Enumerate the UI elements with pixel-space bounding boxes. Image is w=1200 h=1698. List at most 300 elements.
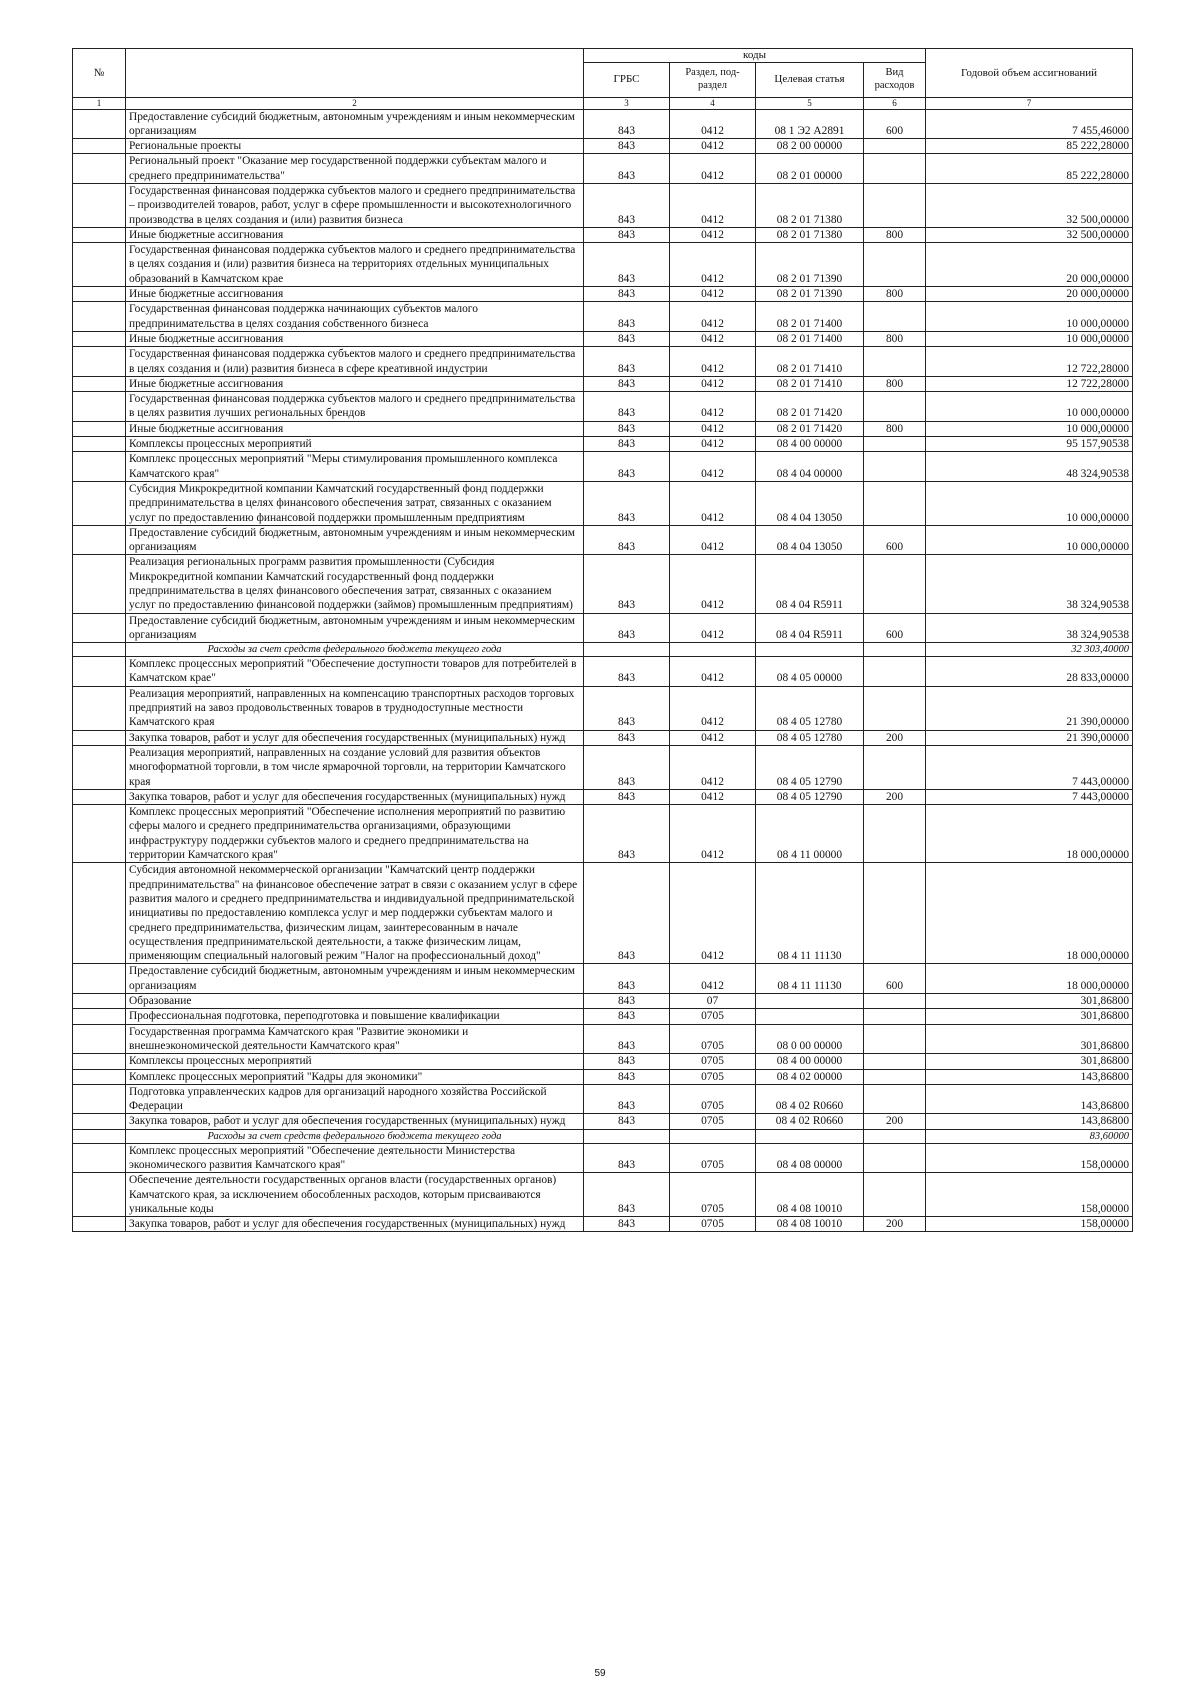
row-number-cell xyxy=(73,154,126,184)
item-name: Закупка товаров, работ и услуг для обеспечения государственных (муниципальных) нужд xyxy=(126,789,584,804)
target-article-code: 08 4 11 11130 xyxy=(756,964,864,994)
expense-type-code xyxy=(864,643,926,657)
target-article-code: 08 4 08 00000 xyxy=(756,1143,864,1173)
expense-type-code xyxy=(864,1024,926,1054)
amount-value: 83,60000 xyxy=(926,1129,1133,1143)
expense-type-code xyxy=(864,452,926,482)
table-row xyxy=(73,243,1133,287)
row-number-cell xyxy=(73,555,126,613)
target-article-code: 08 4 04 R5911 xyxy=(756,555,864,613)
target-article-code: 08 2 01 71420 xyxy=(756,392,864,422)
amount-value: 28 833,00000 xyxy=(926,657,1133,687)
target-article-code: 08 2 01 00000 xyxy=(756,154,864,184)
razdel-code: 0412 xyxy=(670,525,756,555)
item-name: Государственная программа Камчатского края "Развитие экономики и внешнеэкономической деятельности Камчатского края" xyxy=(126,1024,584,1054)
grbs-code: 843 xyxy=(584,481,670,525)
amount-value: 10 000,00000 xyxy=(926,302,1133,332)
razdel-code: 0412 xyxy=(670,452,756,482)
row-number-cell xyxy=(73,1009,126,1024)
table-row xyxy=(73,730,1133,745)
expense-type-code: 600 xyxy=(864,964,926,994)
row-number-cell xyxy=(73,183,126,227)
item-name: Реализация региональных программ развития промышленности (Субсидия Микрокредитной компании Камчатский государственный фонд поддержки предпринимательства в целях финансового обеспечения затрат, связанных с оказанием услуг по предоставлению финансовой поддержки (займов) промышленным предприятиям) xyxy=(126,555,584,613)
expense-type-code xyxy=(864,437,926,452)
target-article-code: 08 2 00 00000 xyxy=(756,139,864,154)
item-name: Иные бюджетные ассигнования xyxy=(126,227,584,242)
razdel-code: 0412 xyxy=(670,302,756,332)
row-number-cell xyxy=(73,421,126,436)
table-row xyxy=(73,452,1133,482)
grbs-code: 843 xyxy=(584,994,670,1009)
column-number: 7 xyxy=(926,97,1133,109)
expense-type-code xyxy=(864,392,926,422)
expense-type-code: 800 xyxy=(864,331,926,346)
item-name: Закупка товаров, работ и услуг для обеспечения государственных (муниципальных) нужд xyxy=(126,1114,584,1129)
row-number-cell xyxy=(73,302,126,332)
amount-value: 7 443,00000 xyxy=(926,745,1133,789)
row-number-cell xyxy=(73,287,126,302)
row-number-cell xyxy=(73,1069,126,1084)
row-number-cell xyxy=(73,805,126,863)
grbs-code: 843 xyxy=(584,1217,670,1232)
razdel-code: 0412 xyxy=(670,331,756,346)
razdel-code: 0412 xyxy=(670,686,756,730)
item-name: Иные бюджетные ассигнования xyxy=(126,287,584,302)
razdel-code: 0412 xyxy=(670,376,756,391)
table-row xyxy=(73,994,1133,1009)
expense-type-code xyxy=(864,1173,926,1217)
razdel-code: 0412 xyxy=(670,437,756,452)
table-row xyxy=(73,555,1133,613)
item-name: Субсидия Микрокредитной компании Камчатский государственный фонд поддержки предпринимательства в целях финансового обеспечения затрат, связанных с оказанием услуг по предоставлению финансовой поддержки промышленным предприятиям xyxy=(126,481,584,525)
amount-value: 10 000,00000 xyxy=(926,392,1133,422)
row-number-cell xyxy=(73,643,126,657)
target-article-code: 08 4 05 00000 xyxy=(756,657,864,687)
expense-type-code xyxy=(864,154,926,184)
target-article-code: 08 4 00 00000 xyxy=(756,1054,864,1069)
expense-type-code: 800 xyxy=(864,421,926,436)
razdel-code: 0705 xyxy=(670,1069,756,1084)
razdel-code: 0412 xyxy=(670,863,756,964)
row-number-cell xyxy=(73,227,126,242)
table-row xyxy=(73,109,1133,139)
amount-value: 32 303,40000 xyxy=(926,643,1133,657)
target-article-code: 08 4 02 00000 xyxy=(756,1069,864,1084)
grbs-code: 843 xyxy=(584,1143,670,1173)
table-row xyxy=(73,686,1133,730)
razdel-code: 0412 xyxy=(670,243,756,287)
item-name: Комплексы процессных мероприятий xyxy=(126,1054,584,1069)
amount-value: 10 000,00000 xyxy=(926,421,1133,436)
amount-value: 21 390,00000 xyxy=(926,730,1133,745)
grbs-code xyxy=(584,1129,670,1143)
amount-value: 18 000,00000 xyxy=(926,964,1133,994)
expense-type-code xyxy=(864,863,926,964)
razdel-code: 0705 xyxy=(670,1217,756,1232)
item-name: Предоставление субсидий бюджетным, автономным учреждениям и иным некоммерческим организациям xyxy=(126,109,584,139)
item-name: Иные бюджетные ассигнования xyxy=(126,421,584,436)
grbs-code: 843 xyxy=(584,347,670,377)
target-article-code: 08 2 01 71390 xyxy=(756,243,864,287)
amount-value: 20 000,00000 xyxy=(926,287,1133,302)
budget-table xyxy=(72,48,1133,1232)
row-number-cell xyxy=(73,525,126,555)
item-name: Профессиональная подготовка, переподготовка и повышение квалификации xyxy=(126,1009,584,1024)
razdel-code: 0705 xyxy=(670,1143,756,1173)
amount-value: 21 390,00000 xyxy=(926,686,1133,730)
expense-type-code xyxy=(864,183,926,227)
amount-value: 158,00000 xyxy=(926,1143,1133,1173)
header-amount: Годовой объем ассигнований xyxy=(926,49,1133,98)
table-row xyxy=(73,613,1133,643)
row-number-cell xyxy=(73,392,126,422)
expense-type-code: 800 xyxy=(864,227,926,242)
header-expense-type: Вид расходов xyxy=(864,62,926,97)
expense-type-code xyxy=(864,1084,926,1114)
table-row xyxy=(73,1084,1133,1114)
target-article-code xyxy=(756,643,864,657)
razdel-code xyxy=(670,1129,756,1143)
table-row xyxy=(73,805,1133,863)
row-number-cell xyxy=(73,1143,126,1173)
target-article-code: 08 2 01 71410 xyxy=(756,376,864,391)
amount-value: 18 000,00000 xyxy=(926,805,1133,863)
razdel-code: 0412 xyxy=(670,421,756,436)
grbs-code: 843 xyxy=(584,686,670,730)
item-name: Комплекс процессных мероприятий "Обеспечение исполнения мероприятий по развитию сферы малого и среднего предпринимательства организациями, образующими инфраструктуру поддержки субъектов малого и среднего предпринимательства на территории Камчатского края" xyxy=(126,805,584,863)
expense-type-code xyxy=(864,805,926,863)
item-name: Государственная финансовая поддержка субъектов малого и среднего предпринимательства – производителей товаров, работ, услуг в сфере промышленности и высокотехнологичного производства в целях создания и (или) развития бизнеса xyxy=(126,183,584,227)
amount-value: 143,86800 xyxy=(926,1084,1133,1114)
item-name: Комплексы процессных мероприятий xyxy=(126,437,584,452)
razdel-code: 0705 xyxy=(670,1114,756,1129)
target-article-code: 08 4 04 R5911 xyxy=(756,613,864,643)
column-number: 5 xyxy=(756,97,864,109)
razdel-code: 0412 xyxy=(670,613,756,643)
column-number-row xyxy=(73,97,1133,109)
item-name: Комплекс процессных мероприятий "Обеспечение деятельности Министерства экономического развития Камчатского края" xyxy=(126,1143,584,1173)
header-grbs: ГРБС xyxy=(584,62,670,97)
amount-value: 18 000,00000 xyxy=(926,863,1133,964)
amount-value: 48 324,90538 xyxy=(926,452,1133,482)
table-row xyxy=(73,1054,1133,1069)
header-razdel: Раздел, под-раздел xyxy=(670,62,756,97)
razdel-code: 0412 xyxy=(670,139,756,154)
table-row xyxy=(73,863,1133,964)
grbs-code: 843 xyxy=(584,183,670,227)
row-number-cell xyxy=(73,347,126,377)
razdel-code: 0412 xyxy=(670,789,756,804)
table-body xyxy=(73,109,1133,1232)
expense-type-code xyxy=(864,243,926,287)
amount-value: 301,86800 xyxy=(926,1024,1133,1054)
amount-value: 95 157,90538 xyxy=(926,437,1133,452)
target-article-code: 08 4 05 12790 xyxy=(756,789,864,804)
target-article-code xyxy=(756,1129,864,1143)
table-row xyxy=(73,1217,1133,1232)
document-page xyxy=(72,48,1132,1232)
table-row xyxy=(73,1143,1133,1173)
amount-value: 10 000,00000 xyxy=(926,481,1133,525)
amount-value: 12 722,28000 xyxy=(926,376,1133,391)
target-article-code: 08 4 05 12790 xyxy=(756,745,864,789)
table-row xyxy=(73,421,1133,436)
row-number-cell xyxy=(73,139,126,154)
expense-type-code: 200 xyxy=(864,789,926,804)
expense-type-code xyxy=(864,302,926,332)
table-row xyxy=(73,1069,1133,1084)
item-name: Государственная финансовая поддержка субъектов малого и среднего предпринимательства в целях создания и (или) развития бизнеса на территориях отдельных муниципальных образований в Камчатском крае xyxy=(126,243,584,287)
target-article-code: 08 4 11 11130 xyxy=(756,863,864,964)
row-number-cell xyxy=(73,1024,126,1054)
row-number-cell xyxy=(73,1129,126,1143)
row-number-cell xyxy=(73,613,126,643)
amount-value: 20 000,00000 xyxy=(926,243,1133,287)
item-name: Иные бюджетные ассигнования xyxy=(126,376,584,391)
grbs-code: 843 xyxy=(584,1114,670,1129)
table-row xyxy=(73,347,1133,377)
expense-type-code xyxy=(864,994,926,1009)
razdel-code: 0412 xyxy=(670,227,756,242)
row-number-cell xyxy=(73,437,126,452)
row-number-cell xyxy=(73,1054,126,1069)
table-row xyxy=(73,789,1133,804)
grbs-code: 843 xyxy=(584,863,670,964)
expense-type-code: 800 xyxy=(864,376,926,391)
amount-value: 85 222,28000 xyxy=(926,139,1133,154)
table-row xyxy=(73,1009,1133,1024)
grbs-code: 843 xyxy=(584,287,670,302)
target-article-code: 08 2 01 71420 xyxy=(756,421,864,436)
expense-type-code xyxy=(864,347,926,377)
expense-type-code xyxy=(864,1054,926,1069)
grbs-code: 843 xyxy=(584,437,670,452)
grbs-code: 843 xyxy=(584,243,670,287)
row-number-cell xyxy=(73,686,126,730)
target-article-code: 08 4 05 12780 xyxy=(756,730,864,745)
item-name: Комплекс процессных мероприятий "Обеспечение доступности товаров для потребителей в Камчатском крае" xyxy=(126,657,584,687)
column-number: 1 xyxy=(73,97,126,109)
expense-type-code: 200 xyxy=(864,730,926,745)
razdel-code: 0412 xyxy=(670,109,756,139)
row-number-cell xyxy=(73,331,126,346)
razdel-code: 0705 xyxy=(670,1084,756,1114)
item-name: Расходы за счет средств федерального бюджета текущего года xyxy=(126,643,584,657)
row-number-cell xyxy=(73,964,126,994)
target-article-code: 08 4 02 R0660 xyxy=(756,1114,864,1129)
expense-type-code xyxy=(864,555,926,613)
grbs-code: 843 xyxy=(584,745,670,789)
razdel-code: 0705 xyxy=(670,1173,756,1217)
grbs-code: 843 xyxy=(584,139,670,154)
item-name: Субсидия автономной некоммерческой организации "Камчатский центр поддержки предпринимательства" на финансовое обеспечение затрат в связи с оказанием услуг в сфере развития малого и среднего предпринимательства и индивидуальной предпринимательской инициативы по предоставлению комплекса услуг и мер поддержки субъектам малого и среднего предпринимательства, физическим лицам, заинтересованным в начале осуществления предпринимательской деятельности, а также физическим лицам, применяющим специальный налоговый режим "Налог на профессиональный доход" xyxy=(126,863,584,964)
item-name: Комплекс процессных мероприятий "Кадры для экономики" xyxy=(126,1069,584,1084)
row-number-cell xyxy=(73,994,126,1009)
row-number-cell xyxy=(73,789,126,804)
table-row xyxy=(73,1129,1133,1143)
razdel-code: 0412 xyxy=(670,730,756,745)
grbs-code: 843 xyxy=(584,730,670,745)
item-name: Обеспечение деятельности государственных органов власти (государственных органов) Камчатского края, за исключением обособленных расходов, которым присваиваются уникальные коды xyxy=(126,1173,584,1217)
target-article-code: 08 1 Э2 А2891 xyxy=(756,109,864,139)
expense-type-code: 200 xyxy=(864,1217,926,1232)
amount-value: 38 324,90538 xyxy=(926,613,1133,643)
razdel-code: 0412 xyxy=(670,183,756,227)
item-name: Региональный проект "Оказание мер государственной поддержки субъектам малого и среднего предпринимательства" xyxy=(126,154,584,184)
row-number-cell xyxy=(73,863,126,964)
amount-value: 301,86800 xyxy=(926,1054,1133,1069)
table-row xyxy=(73,376,1133,391)
razdel-code: 0412 xyxy=(670,481,756,525)
amount-value: 32 500,00000 xyxy=(926,227,1133,242)
table-row xyxy=(73,964,1133,994)
grbs-code: 843 xyxy=(584,154,670,184)
expense-type-code xyxy=(864,1069,926,1084)
razdel-code: 0412 xyxy=(670,392,756,422)
column-number: 4 xyxy=(670,97,756,109)
target-article-code: 08 4 08 10010 xyxy=(756,1217,864,1232)
amount-value: 7 443,00000 xyxy=(926,789,1133,804)
row-number-cell xyxy=(73,730,126,745)
table-row xyxy=(73,1024,1133,1054)
table-row xyxy=(73,302,1133,332)
item-name: Региональные проекты xyxy=(126,139,584,154)
grbs-code: 843 xyxy=(584,789,670,804)
page-number: 59 xyxy=(594,1668,606,1679)
item-name: Реализация мероприятий, направленных на компенсацию транспортных расходов торговых предприятий на завоз продовольственных товаров в труднодоступные местности Камчатского края xyxy=(126,686,584,730)
grbs-code: 843 xyxy=(584,555,670,613)
target-article-code: 08 4 02 R0660 xyxy=(756,1084,864,1114)
target-article-code: 08 4 04 13050 xyxy=(756,481,864,525)
table-row xyxy=(73,183,1133,227)
grbs-code: 843 xyxy=(584,331,670,346)
amount-value: 10 000,00000 xyxy=(926,525,1133,555)
razdel-code: 0412 xyxy=(670,964,756,994)
grbs-code: 843 xyxy=(584,613,670,643)
item-name: Государственная финансовая поддержка субъектов малого и среднего предпринимательства в целях развития лучших региональных брендов xyxy=(126,392,584,422)
expense-type-code xyxy=(864,1129,926,1143)
header-codes: коды xyxy=(584,49,926,63)
item-name: Предоставление субсидий бюджетным, автономным учреждениям и иным некоммерческим организациям xyxy=(126,525,584,555)
grbs-code: 843 xyxy=(584,657,670,687)
amount-value: 301,86800 xyxy=(926,994,1133,1009)
razdel-code: 0412 xyxy=(670,657,756,687)
header-number: № xyxy=(73,49,126,98)
target-article-code: 08 2 01 71400 xyxy=(756,331,864,346)
expense-type-code xyxy=(864,686,926,730)
grbs-code: 843 xyxy=(584,452,670,482)
item-name: Иные бюджетные ассигнования xyxy=(126,331,584,346)
grbs-code: 843 xyxy=(584,525,670,555)
razdel-code: 0705 xyxy=(670,1009,756,1024)
razdel-code: 0412 xyxy=(670,347,756,377)
expense-type-code xyxy=(864,1143,926,1173)
target-article-code: 08 4 08 10010 xyxy=(756,1173,864,1217)
expense-type-code xyxy=(864,481,926,525)
table-row xyxy=(73,392,1133,422)
razdel-code: 0412 xyxy=(670,555,756,613)
expense-type-code: 800 xyxy=(864,287,926,302)
row-number-cell xyxy=(73,657,126,687)
target-article-code: 08 4 04 13050 xyxy=(756,525,864,555)
row-number-cell xyxy=(73,376,126,391)
amount-value: 143,86800 xyxy=(926,1114,1133,1129)
header-target-article: Целевая статья xyxy=(756,62,864,97)
row-number-cell xyxy=(73,1173,126,1217)
table-row xyxy=(73,643,1133,657)
item-name: Образование xyxy=(126,994,584,1009)
row-number-cell xyxy=(73,452,126,482)
column-number: 3 xyxy=(584,97,670,109)
grbs-code: 843 xyxy=(584,421,670,436)
amount-value: 12 722,28000 xyxy=(926,347,1133,377)
grbs-code: 843 xyxy=(584,805,670,863)
grbs-code: 843 xyxy=(584,1173,670,1217)
target-article-code: 08 2 01 71380 xyxy=(756,227,864,242)
target-article-code xyxy=(756,1009,864,1024)
grbs-code: 843 xyxy=(584,1054,670,1069)
table-row xyxy=(73,139,1133,154)
target-article-code: 08 2 01 71400 xyxy=(756,302,864,332)
table-row xyxy=(73,287,1133,302)
table-row xyxy=(73,331,1133,346)
razdel-code: 0705 xyxy=(670,1054,756,1069)
item-name: Расходы за счет средств федерального бюджета текущего года xyxy=(126,1129,584,1143)
grbs-code: 843 xyxy=(584,227,670,242)
amount-value: 158,00000 xyxy=(926,1173,1133,1217)
razdel-code: 0412 xyxy=(670,287,756,302)
razdel-code: 0412 xyxy=(670,154,756,184)
item-name: Государственная финансовая поддержка начинающих субъектов малого предпринимательства в целях создания собственного бизнеса xyxy=(126,302,584,332)
expense-type-code xyxy=(864,745,926,789)
grbs-code: 843 xyxy=(584,1009,670,1024)
table-row xyxy=(73,1114,1133,1129)
row-number-cell xyxy=(73,1217,126,1232)
grbs-code: 843 xyxy=(584,392,670,422)
razdel-code: 07 xyxy=(670,994,756,1009)
row-number-cell xyxy=(73,745,126,789)
target-article-code: 08 2 01 71390 xyxy=(756,287,864,302)
table-row xyxy=(73,227,1133,242)
expense-type-code: 200 xyxy=(864,1114,926,1129)
item-name: Комплекс процессных мероприятий "Меры стимулирования промышленного комплекса Камчатского края" xyxy=(126,452,584,482)
item-name: Закупка товаров, работ и услуг для обеспечения государственных (муниципальных) нужд xyxy=(126,730,584,745)
item-name: Подготовка управленческих кадров для организаций народного хозяйства Российской Федерации xyxy=(126,1084,584,1114)
grbs-code: 843 xyxy=(584,376,670,391)
razdel-code xyxy=(670,643,756,657)
target-article-code: 08 2 01 71410 xyxy=(756,347,864,377)
razdel-code: 0705 xyxy=(670,1024,756,1054)
target-article-code: 08 0 00 00000 xyxy=(756,1024,864,1054)
grbs-code: 843 xyxy=(584,109,670,139)
amount-value: 85 222,28000 xyxy=(926,154,1133,184)
row-number-cell xyxy=(73,109,126,139)
column-number: 6 xyxy=(864,97,926,109)
amount-value: 143,86800 xyxy=(926,1069,1133,1084)
item-name: Предоставление субсидий бюджетным, автономным учреждениям и иным некоммерческим организациям xyxy=(126,613,584,643)
target-article-code: 08 4 00 00000 xyxy=(756,437,864,452)
grbs-code: 843 xyxy=(584,1084,670,1114)
table-row xyxy=(73,745,1133,789)
grbs-code: 843 xyxy=(584,1024,670,1054)
target-article-code: 08 4 11 00000 xyxy=(756,805,864,863)
column-number: 2 xyxy=(126,97,584,109)
expense-type-code: 600 xyxy=(864,525,926,555)
grbs-code xyxy=(584,643,670,657)
table-row xyxy=(73,525,1133,555)
razdel-code: 0412 xyxy=(670,805,756,863)
amount-value: 38 324,90538 xyxy=(926,555,1133,613)
